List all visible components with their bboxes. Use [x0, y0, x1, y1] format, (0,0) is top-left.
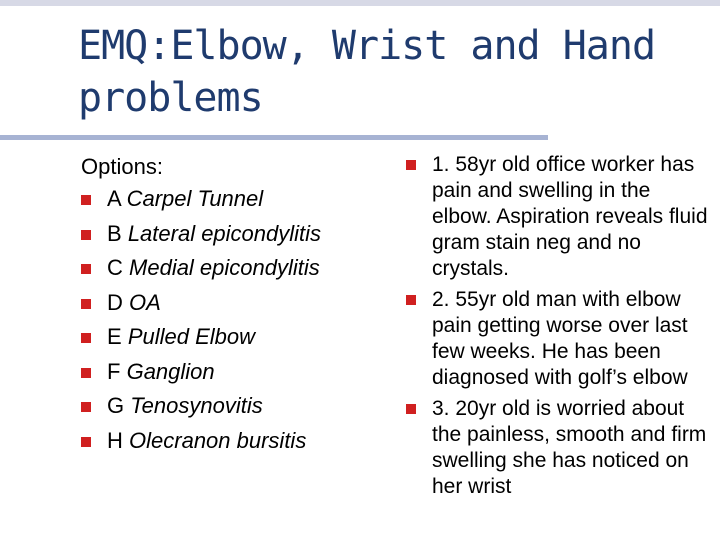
option-name: Ganglion [126, 358, 215, 384]
square-bullet-icon [406, 404, 416, 414]
question-text: 3. 20yr old is worried about the painless, smooth and firm swelling she has noticed on her wrist [432, 397, 707, 498]
option-name: Olecranon bursitis [129, 427, 307, 453]
option-letter: B [107, 220, 122, 246]
questions-panel [406, 152, 712, 505]
square-bullet-icon [81, 195, 91, 205]
option-item [81, 355, 381, 390]
option-item [81, 320, 381, 355]
option-letter: A [107, 186, 121, 211]
square-bullet-icon [81, 299, 91, 309]
option-letter: E [107, 324, 122, 349]
question-item [406, 396, 712, 500]
option-item [81, 424, 381, 459]
square-bullet-icon [406, 295, 416, 305]
option-item [81, 389, 381, 424]
question-item [406, 152, 712, 282]
square-bullet-icon [81, 368, 91, 378]
square-bullet-icon [81, 230, 91, 240]
option-letter: F [107, 358, 121, 384]
square-bullet-icon [81, 333, 91, 343]
option-name: Tenosynovitis [130, 393, 263, 418]
option-letter: C [107, 255, 123, 280]
square-bullet-icon [406, 160, 416, 170]
option-item [81, 217, 381, 252]
options-panel [81, 152, 381, 458]
option-item [81, 182, 381, 217]
square-bullet-icon [81, 437, 91, 447]
option-name: Lateral epicondylitis [127, 220, 322, 246]
option-name: Carpel Tunnel [126, 186, 264, 211]
option-letter: G [107, 393, 125, 418]
question-item [406, 287, 712, 391]
option-item [81, 251, 381, 286]
question-text: 2. 55yr old man with elbow pain getting worse over last few weeks. He has been diagnosed with golf’s elbow [432, 288, 688, 389]
option-name: Medial epicondylitis [129, 255, 320, 280]
option-item [81, 286, 381, 321]
square-bullet-icon [81, 402, 91, 412]
option-name: Pulled Elbow [127, 324, 255, 349]
square-bullet-icon [81, 264, 91, 274]
option-letter: D [107, 289, 123, 315]
question-text: 1. 58yr old office worker has pain and swelling in the elbow. Aspiration reveals fluid gram stain neg and no crystals. [432, 153, 708, 280]
option-name: OA [129, 289, 161, 315]
options-label: Options: [81, 154, 163, 179]
option-letter: H [107, 427, 123, 453]
top-decoration-bar [0, 0, 720, 6]
slide-title: EMQ:Elbow, Wrist and Hand problems [78, 23, 656, 121]
title-underline [0, 135, 548, 140]
